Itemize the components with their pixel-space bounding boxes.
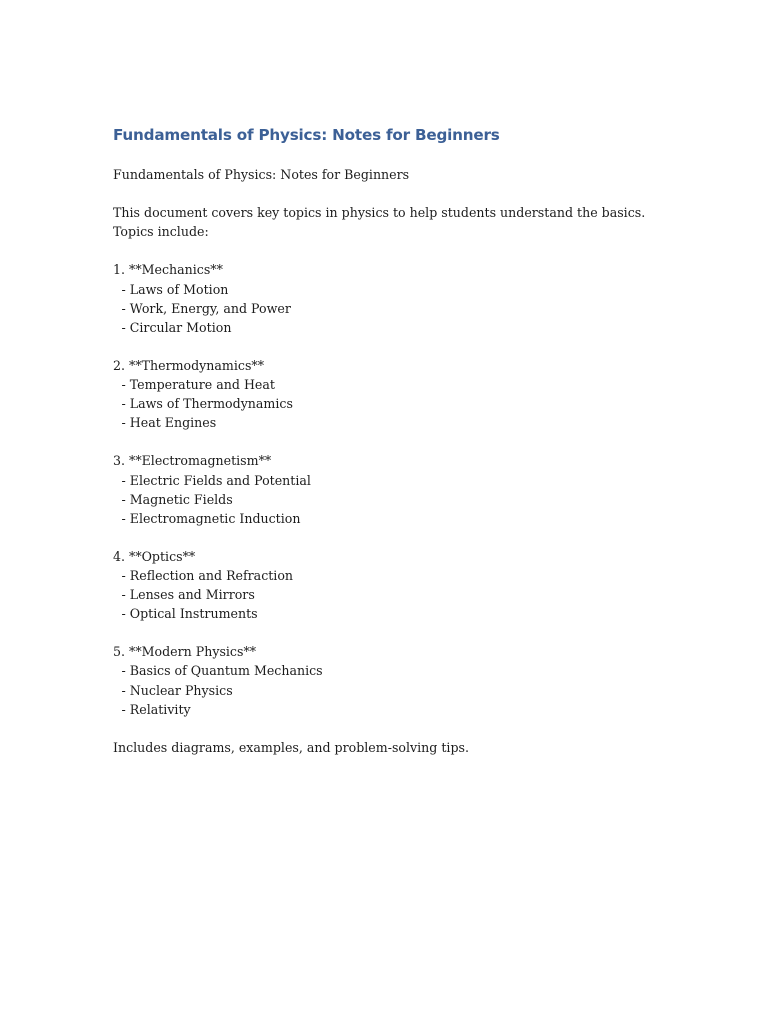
document-heading: Fundamentals of Physics: Notes for Beginners — [113, 126, 500, 144]
topic-section-optics — [113, 547, 658, 623]
section-title: 1. **Mechanics** — [113, 262, 223, 278]
intro-paragraph: This document covers key topics in physics to help students understand the basics. Topics include: — [113, 205, 646, 240]
section-title: 2. **Thermodynamics** — [113, 357, 264, 373]
topic-section-mechanics — [113, 260, 658, 336]
document-subtitle: Fundamentals of Physics: Notes for Beginners — [113, 167, 410, 182]
topic-section-electromagnetism — [113, 451, 658, 527]
section-title: 3. **Electromagnetism** — [113, 453, 272, 469]
list-item: - Basics of Quantum Mechanics — [121, 663, 323, 679]
section-title: 4. **Optics** — [113, 548, 196, 564]
list-item: - Optical Instruments — [121, 606, 258, 622]
topic-section-thermodynamics — [113, 356, 658, 432]
document-body — [113, 122, 658, 776]
list-item: - Circular Motion — [121, 319, 232, 335]
list-item: - Electric Fields and Potential — [121, 472, 311, 488]
list-item: - Laws of Thermodynamics — [121, 396, 293, 412]
list-item: - Heat Engines — [121, 415, 217, 431]
topic-section-modern-physics — [113, 642, 658, 718]
closing-paragraph: Includes diagrams, examples, and problem-solving tips. — [113, 739, 469, 755]
list-item: - Work, Energy, and Power — [121, 300, 291, 316]
list-item: - Reflection and Refraction — [121, 567, 294, 583]
list-item: - Lenses and Mirrors — [121, 587, 255, 603]
list-item: - Temperature and Heat — [121, 377, 275, 393]
list-item: - Magnetic Fields — [121, 491, 233, 507]
list-item: - Nuclear Physics — [121, 682, 233, 698]
list-item: - Laws of Motion — [121, 281, 229, 297]
section-title: 5. **Modern Physics** — [113, 644, 257, 660]
list-item: - Relativity — [121, 701, 191, 717]
list-item: - Electromagnetic Induction — [121, 510, 301, 526]
